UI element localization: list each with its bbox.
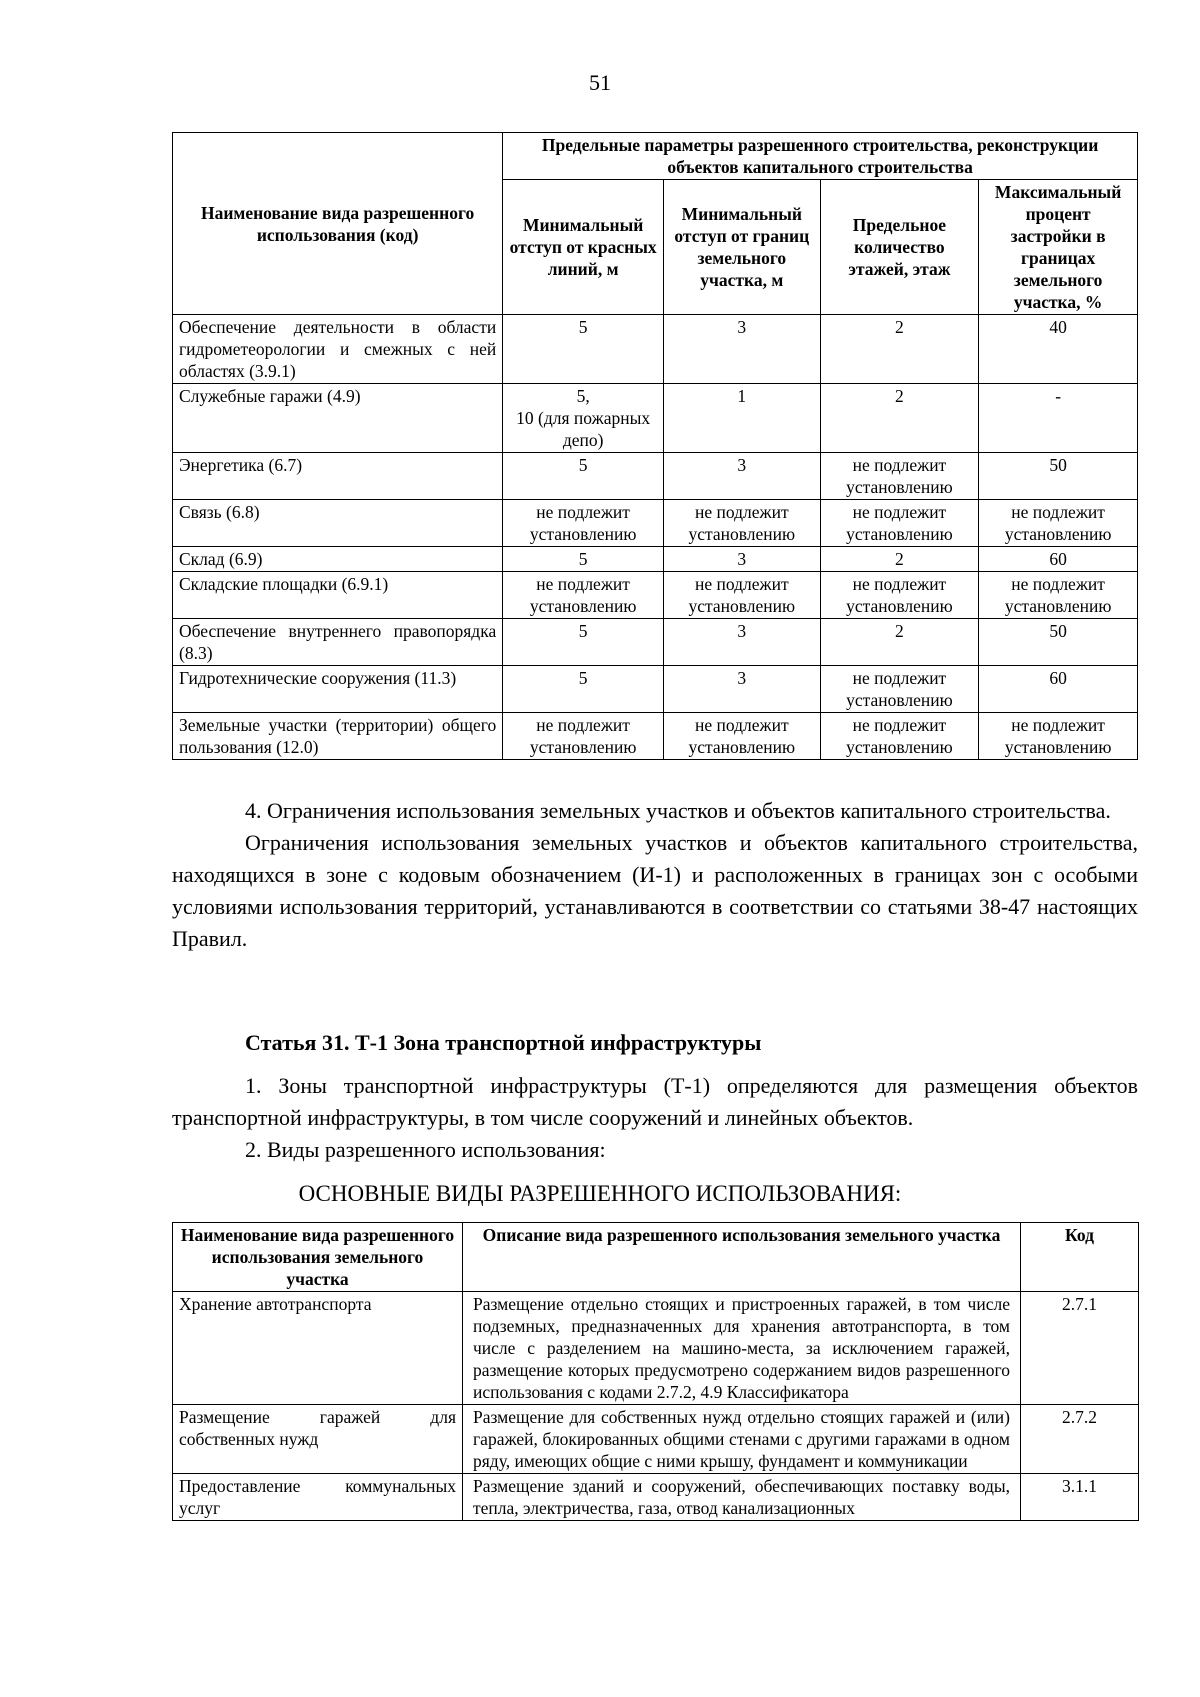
param-value-cell: 2 xyxy=(820,384,979,453)
use-name-cell: Хранение автотранспорта xyxy=(173,1292,463,1405)
param-value-cell: - xyxy=(979,384,1138,453)
param-value-cell: 3 xyxy=(664,453,821,500)
table-row xyxy=(173,384,1138,453)
param-value-cell: не подлежит установлению xyxy=(820,666,979,713)
param-value-cell: 5 xyxy=(503,453,664,500)
table-row xyxy=(173,547,1138,572)
use-description-cell: Размещение для собственных нужд отдельно стоящих гаражей и (или) гаражей, блокированных общими стенами с другими гаражами в одном ряду, имеющих общие с ними крышу, фундамент и коммуникации xyxy=(463,1405,1021,1474)
param-value-cell: 3 xyxy=(664,666,821,713)
param-value-cell: 5, 10 (для пожарных депо) xyxy=(503,384,664,453)
zones-paragraph: 1. Зоны транспортной инфраструктуры (Т-1) определяются для размещения объектов транспортной инфраструктуры, в том числе сооружений и линейных объектов. xyxy=(172,1073,1138,1130)
param-value-cell: 1 xyxy=(664,384,821,453)
uses-paragraph: 2. Виды разрешенного использования: xyxy=(245,1137,606,1162)
param-value-cell: не подлежит установлению xyxy=(979,713,1138,760)
restrictions-body: Ограничения использования земельных участков и объектов капитального строительства, находящихся в зоне с кодовым обозначением (И-1) и расположенных в границах зон с особыми условиями использования территорий, устанавливаются в соответствии со статьями 38-47 настоящих Правил. xyxy=(172,830,1138,951)
use-name-cell: Энергетика (6.7) xyxy=(173,453,503,500)
zones-section xyxy=(172,1070,1138,1166)
use-name-cell: Обеспечение деятельности в области гидрометеорологии и смежных с ней областях (3.9.1) xyxy=(173,315,503,384)
table-row xyxy=(173,1292,1139,1405)
param-value-cell: 3 xyxy=(664,547,821,572)
page-number: 51 xyxy=(589,70,611,95)
use-code-cell: 2.7.2 xyxy=(1021,1405,1139,1474)
table-row xyxy=(173,453,1138,500)
use-code-cell: 2.7.1 xyxy=(1021,1292,1139,1405)
param-value-cell: 2 xyxy=(820,619,979,666)
use-name-cell: Складские площадки (6.9.1) xyxy=(173,572,503,619)
uses-header-desc: Описание вида разрешенного использования земельного участка xyxy=(463,1223,1021,1292)
use-name-cell: Служебные гаражи (4.9) xyxy=(173,384,503,453)
table-row xyxy=(173,713,1138,760)
param-value-cell: 5 xyxy=(503,666,664,713)
param-value-cell: 40 xyxy=(979,315,1138,384)
use-name-cell: Обеспечение внутреннего правопорядка (8.3) xyxy=(173,619,503,666)
table-row xyxy=(173,666,1138,713)
restrictions-section xyxy=(172,795,1138,955)
uses-header-name: Наименование вида разрешенного использования земельного участка xyxy=(173,1223,463,1292)
param-value-cell: не подлежит установлению xyxy=(979,572,1138,619)
table-row xyxy=(173,572,1138,619)
param-value-cell: не подлежит установлению xyxy=(503,572,664,619)
param-value-cell: не подлежит установлению xyxy=(820,572,979,619)
use-name-cell: Земельные участки (территории) общего пользования (12.0) xyxy=(173,713,503,760)
article-title: Статья 31. Т-1 Зона транспортной инфраструктуры xyxy=(245,1030,762,1055)
param-value-cell: 60 xyxy=(979,666,1138,713)
use-description-cell: Размещение зданий и сооружений, обеспечивающих поставку воды, тепла, электричества, газа, отвод канализационных xyxy=(463,1474,1021,1521)
param-value-cell: 3 xyxy=(664,315,821,384)
table-row xyxy=(173,1405,1139,1474)
use-name-cell: Склад (6.9) xyxy=(173,547,503,572)
param-value-cell: не подлежит установлению xyxy=(664,500,821,547)
use-name-cell: Предоставление коммунальных услуг xyxy=(173,1474,463,1521)
restrictions-title: 4. Ограничения использования земельных участков и объектов капитального строительства. xyxy=(245,798,1111,823)
param-value-cell: не подлежит установлению xyxy=(664,713,821,760)
param-value-cell: 2 xyxy=(820,547,979,572)
table-row xyxy=(173,619,1138,666)
params-header-group: Предельные параметры разрешенного строительства, реконструкции объектов капитального строительства xyxy=(503,133,1138,180)
param-value-cell: 50 xyxy=(979,619,1138,666)
param-value-cell: 50 xyxy=(979,453,1138,500)
param-value-cell: 5 xyxy=(503,547,664,572)
params-header-col2: Минимальный отступ от границ земельного участка, м xyxy=(664,180,821,315)
use-name-cell: Связь (6.8) xyxy=(173,500,503,547)
table-row xyxy=(173,500,1138,547)
use-code-cell: 3.1.1 xyxy=(1021,1474,1139,1521)
param-value-cell: не подлежит установлению xyxy=(503,713,664,760)
param-value-cell: не подлежит установлению xyxy=(820,453,979,500)
table-row xyxy=(173,1474,1139,1521)
uses-header-code: Код xyxy=(1021,1223,1139,1292)
use-description-cell: Размещение отдельно стоящих и пристроенных гаражей, в том числе подземных, предназначенных для хранения автотранспорта, в том числе с разделением на машино-места, за исключением гаражей, размещение которых предусмотрено содержанием видов разрешенного использования с кодами 2.7.2, 4.9 Классификатора xyxy=(463,1292,1021,1405)
param-value-cell: не подлежит установлению xyxy=(503,500,664,547)
param-value-cell: 60 xyxy=(979,547,1138,572)
param-value-cell: 5 xyxy=(503,619,664,666)
params-header-name: Наименование вида разрешенного использования (код) xyxy=(173,133,503,315)
use-name-cell: Гидротехнические сооружения (11.3) xyxy=(173,666,503,713)
param-value-cell: не подлежит установлению xyxy=(820,500,979,547)
param-value-cell: 5 xyxy=(503,315,664,384)
param-value-cell: не подлежит установлению xyxy=(979,500,1138,547)
param-value-cell: 2 xyxy=(820,315,979,384)
uses-caption: ОСНОВНЫЕ ВИДЫ РАЗРЕШЕННОГО ИСПОЛЬЗОВАНИЯ: xyxy=(298,1181,902,1206)
params-table xyxy=(172,132,1138,760)
params-header-col4: Максимальный процент застройки в границах земельного участка, % xyxy=(979,180,1138,315)
use-name-cell: Размещение гаражей для собственных нужд xyxy=(173,1405,463,1474)
param-value-cell: не подлежит установлению xyxy=(820,713,979,760)
param-value-cell: 3 xyxy=(664,619,821,666)
uses-table xyxy=(172,1222,1139,1521)
params-header-col3: Предельное количество этажей, этаж xyxy=(820,180,979,315)
param-value-cell: не подлежит установлению xyxy=(664,572,821,619)
params-header-col1: Минимальный отступ от красных линий, м xyxy=(503,180,664,315)
table-row xyxy=(173,315,1138,384)
